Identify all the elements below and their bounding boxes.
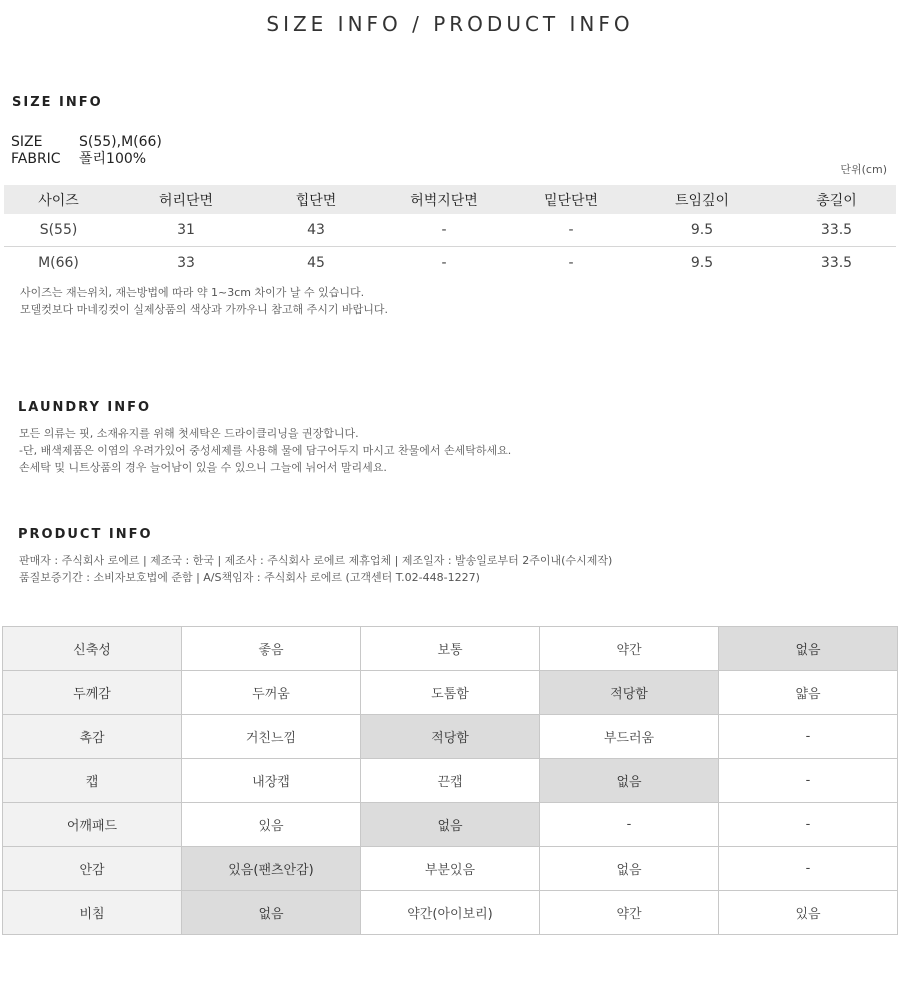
attribute-row bbox=[3, 671, 898, 715]
table-cell: 9.5 bbox=[690, 255, 714, 271]
attribute-row bbox=[3, 627, 898, 671]
unit-note: 단위(cm) bbox=[840, 163, 887, 176]
spec-size-row bbox=[11, 134, 162, 151]
product-note-line: 품질보증기간 : 소비자보호법에 준함 | A/S책임자 : 주식회사 로에르 (고객센터 T.02-448-1227) bbox=[19, 571, 480, 584]
attribute-row bbox=[3, 847, 898, 891]
spec-fabric-row bbox=[11, 151, 146, 168]
table-cell: - bbox=[373, 214, 515, 247]
attribute-option: - bbox=[719, 715, 898, 759]
attribute-option: - bbox=[719, 759, 898, 803]
hem-header-cell: 밑단단면 bbox=[515, 185, 627, 214]
spec-size-value: S(55),M(66) bbox=[79, 134, 162, 150]
spec-fabric-value: 폴리100% bbox=[79, 151, 147, 167]
table-cell: - bbox=[515, 214, 627, 247]
attribute-table bbox=[2, 626, 898, 935]
attribute-option: 약간(아이보리) bbox=[361, 891, 540, 935]
attribute-option: 없음 bbox=[540, 847, 719, 891]
product-notes bbox=[19, 552, 612, 586]
size-note-line: 사이즈는 재는위치, 재는방법에 따라 약 1~3cm 차이가 날 수 있습니다. bbox=[20, 286, 365, 299]
laundry-note-line: 모든 의류는 핏, 소재유지를 위해 첫세탁은 드라이클리닝을 권장합니다. bbox=[19, 427, 359, 440]
attribute-option: 있음 bbox=[719, 891, 898, 935]
thigh-header-cell: 허벅지단면 bbox=[373, 185, 515, 214]
size-info-heading: SIZE INFO bbox=[12, 95, 103, 110]
slit-header-cell: 트임깊이 bbox=[627, 185, 777, 214]
spec-size-label: SIZE bbox=[11, 134, 43, 150]
attribute-option: - bbox=[540, 803, 719, 847]
attribute-option-selected: 없음 bbox=[540, 759, 719, 803]
size-table-header-row bbox=[4, 185, 896, 214]
attribute-option: 두꺼움 bbox=[182, 671, 361, 715]
attribute-label: 안감 bbox=[3, 847, 182, 891]
attribute-option-selected: 없음 bbox=[182, 891, 361, 935]
attribute-option: - bbox=[719, 847, 898, 891]
laundry-info-heading: LAUNDRY INFO bbox=[18, 400, 152, 415]
table-cell: - bbox=[568, 255, 574, 271]
attribute-option: 거친느낌 bbox=[182, 715, 361, 759]
waist-header-cell: 허리단면 bbox=[113, 185, 259, 214]
attribute-row bbox=[3, 759, 898, 803]
attribute-option: 보통 bbox=[361, 627, 540, 671]
attribute-option: 부분있음 bbox=[361, 847, 540, 891]
attribute-label: 비침 bbox=[3, 891, 182, 935]
attribute-option: 내장캡 bbox=[182, 759, 361, 803]
attribute-option-selected: 적당함 bbox=[361, 715, 540, 759]
attribute-option-selected: 없음 bbox=[361, 803, 540, 847]
table-cell: M(66) bbox=[38, 255, 79, 271]
attribute-option: 부드러움 bbox=[540, 715, 719, 759]
attribute-option-selected: 없음 bbox=[719, 627, 898, 671]
attribute-row bbox=[3, 715, 898, 759]
table-cell: S(55) bbox=[4, 214, 113, 247]
size-table bbox=[4, 185, 896, 279]
attribute-option-selected: 적당함 bbox=[540, 671, 719, 715]
laundry-notes bbox=[19, 425, 511, 476]
attribute-label: 어깨패드 bbox=[3, 803, 182, 847]
attribute-option: 있음 bbox=[182, 803, 361, 847]
attribute-option: 좋음 bbox=[182, 627, 361, 671]
attribute-label: 신축성 bbox=[3, 627, 182, 671]
attribute-option: 끈캡 bbox=[361, 759, 540, 803]
table-row bbox=[4, 247, 896, 280]
attribute-row bbox=[3, 803, 898, 847]
table-cell: 9.5 bbox=[627, 214, 777, 247]
attribute-option: 약간 bbox=[540, 891, 719, 935]
attribute-label: 촉감 bbox=[3, 715, 182, 759]
length-header-cell: 총길이 bbox=[777, 185, 896, 214]
attribute-row bbox=[3, 891, 898, 935]
attribute-option: - bbox=[719, 803, 898, 847]
size-notes bbox=[20, 284, 388, 318]
table-cell: 31 bbox=[113, 214, 259, 247]
page-title: SIZE INFO / PRODUCT INFO bbox=[266, 12, 634, 36]
attribute-option: 얇음 bbox=[719, 671, 898, 715]
table-cell: 43 bbox=[259, 214, 373, 247]
attribute-label: 캡 bbox=[3, 759, 182, 803]
table-cell: 33 bbox=[177, 255, 195, 271]
table-cell: 33.5 bbox=[820, 255, 853, 271]
attribute-option: 도톰함 bbox=[361, 671, 540, 715]
laundry-note-line: -단, 배색제품은 이염의 우려가있어 중성세제를 사용해 물에 담구어두지 마시고 찬물에서 손세탁하세요. bbox=[19, 444, 512, 457]
product-note-line: 판매자 : 주식회사 로에르 | 제조국 : 한국 | 제조사 : 주식회사 로에르 제휴업체 | 제조일자 : 발송일로부터 2주이내(수시제작) bbox=[19, 554, 613, 567]
table-row bbox=[4, 214, 896, 247]
size-header-cell: 사이즈 bbox=[4, 185, 113, 214]
table-cell: 33.5 bbox=[777, 214, 896, 247]
hip-header-cell: 힙단면 bbox=[259, 185, 373, 214]
spec-fabric-label: FABRIC bbox=[11, 151, 61, 167]
product-info-heading: PRODUCT INFO bbox=[18, 527, 153, 542]
table-cell: - bbox=[441, 255, 447, 271]
attribute-option-selected: 있음(팬츠안감) bbox=[182, 847, 361, 891]
attribute-option: 약간 bbox=[540, 627, 719, 671]
table-cell: 45 bbox=[307, 255, 325, 271]
size-note-line: 모델컷보다 마네킹컷이 실제상품의 색상과 가까우니 참고해 주시기 바랍니다. bbox=[20, 303, 389, 316]
laundry-note-line: 손세탁 및 니트상품의 경우 늘어남이 있을 수 있으니 그늘에 뉘어서 말리세요. bbox=[19, 461, 387, 474]
attribute-label: 두께감 bbox=[3, 671, 182, 715]
